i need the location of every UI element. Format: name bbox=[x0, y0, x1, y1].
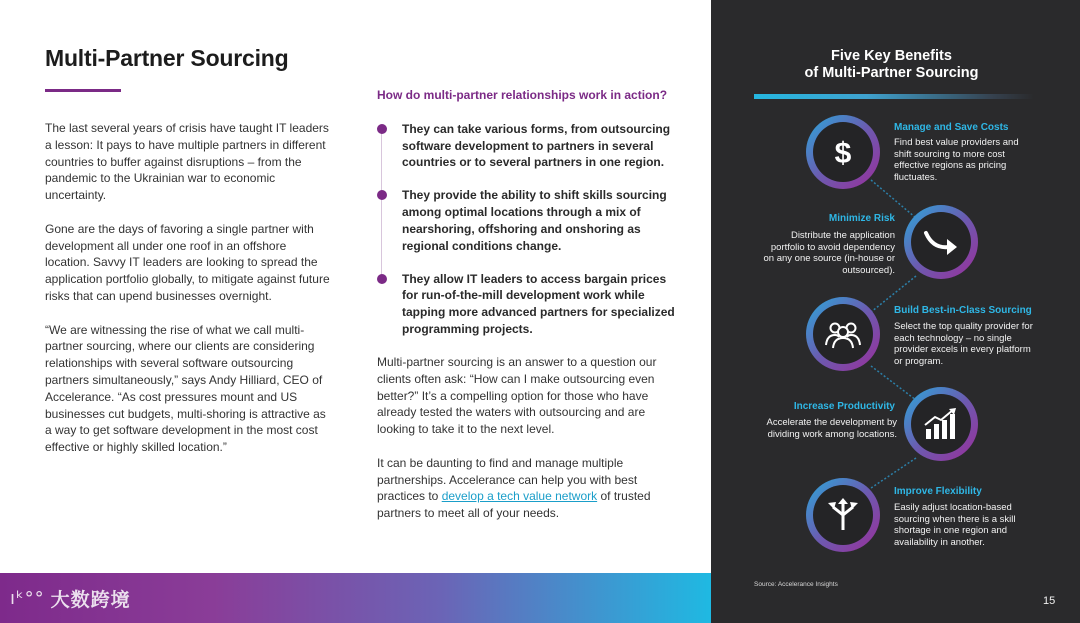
middle-paragraph-2 bbox=[377, 455, 677, 522]
bullet-item bbox=[377, 121, 677, 171]
bullet-list bbox=[377, 121, 677, 338]
benefit-text: Accelerate the development by dividing work among locations. bbox=[766, 417, 897, 440]
benefit-title: Increase Productivity bbox=[793, 401, 895, 412]
bar-chart-icon bbox=[923, 408, 959, 440]
brand-logo-icon: ıᵏ°° bbox=[10, 588, 45, 609]
split-arrows-icon bbox=[826, 498, 860, 532]
benefit-text: Distribute the application portfolio to avoid dependency on any one source (in-house or outsourced). bbox=[763, 230, 895, 276]
bullet-item bbox=[377, 187, 677, 254]
benefit-title: Build Best-in-Class Sourcing bbox=[894, 305, 1032, 316]
source-note: Source: Accelerance Insights bbox=[754, 581, 838, 588]
bullet-text: They provide the ability to shift skills sourcing among optimal locations through a mix of nearshoring, offshoring and onshoring as regional conditions change. bbox=[402, 188, 667, 253]
middle-heading: How do multi-partner relationships work in action? bbox=[377, 88, 668, 102]
left-column bbox=[45, 120, 330, 473]
bullet-dot-icon bbox=[377, 124, 387, 134]
paragraph-text: It can be daunting to find and manage multiple partnerships. Accelerance can help you with best practices to bbox=[377, 455, 638, 504]
benefit-circle-2 bbox=[904, 205, 978, 279]
panel-title-line-1: Five Key Benefits bbox=[831, 48, 952, 64]
benefit-title: Improve Flexibility bbox=[894, 486, 982, 497]
bullet-dot-icon bbox=[377, 274, 387, 284]
bullet-text: They can take various forms, from outsourcing software development to partners in several countries or to several partners in one region. bbox=[402, 121, 671, 170]
benefit-circle-3 bbox=[806, 297, 880, 371]
benefit-title: Minimize Risk bbox=[828, 213, 895, 224]
left-paragraph-1: The last several years of crisis have taught IT leaders a lesson: It pays to have multiple partners in different countries to buffer against disruptions – from the pandemic to the Ukrainian war to economic uncertainty. bbox=[45, 121, 329, 203]
middle-column bbox=[377, 87, 677, 539]
page-title: Multi-Partner Sourcing bbox=[45, 45, 289, 71]
benefit-circle-4 bbox=[904, 387, 978, 461]
tech-value-network-link[interactable]: develop a tech value network bbox=[441, 489, 598, 504]
brand-name: 大数跨境 bbox=[50, 590, 131, 611]
bullet-dot-icon bbox=[377, 190, 387, 200]
bullet-item bbox=[377, 271, 677, 338]
dollar-icon bbox=[828, 135, 858, 169]
people-icon bbox=[823, 319, 863, 349]
left-paragraph-2: Gone are the days of favoring a single partner with development all under one roof in an offshore location. Savvy IT leaders are looking to spread the application portfolio globally, to mitigate against future risks that can upend businesses overnight. bbox=[45, 221, 330, 303]
benefit-text: Find best value providers and shift sourcing to more cost effective regions as pricing fluctuates. bbox=[894, 137, 1019, 183]
title-underline bbox=[45, 89, 121, 92]
middle-paragraph-1: Multi-partner sourcing is an answer to a question our clients often ask: “How can I make outsourcing even better?” It’s a compelling option for those who have already tested the waters with outsourcing and are looking to take it to the next level. bbox=[377, 355, 657, 437]
arrow-icon bbox=[923, 227, 959, 257]
panel-title-line-2: of Multi-Partner Sourcing bbox=[804, 65, 979, 81]
paragraph-text: of trusted partners to meet all of your needs. bbox=[377, 489, 651, 521]
benefit-circle-1 bbox=[806, 115, 880, 189]
left-paragraph-3: “We are witnessing the rise of what we call multi-partner sourcing, where our clients are considering relationships with several software outsourcing partners simultaneously,” says Andy Hilliard, CEO of Accelerance. “As cost pressures mount and US businesses cut budgets, multi-shoring is attractive as a way to get software development in the most cost effective or highly skilled location.” bbox=[45, 322, 326, 455]
brand-watermark bbox=[10, 585, 131, 612]
benefit-text: Easily adjust location-based sourcing when there is a skill shortage in one region and availability in another. bbox=[894, 502, 1016, 548]
bullet-text: They allow IT leaders to access bargain prices for run-of-the-mill development work while tapping more advanced partners for specialized programming projects. bbox=[402, 271, 675, 336]
page-number: 15 bbox=[1043, 595, 1056, 607]
benefit-title: Manage and Save Costs bbox=[894, 122, 1009, 133]
svg-text:$: $ bbox=[834, 137, 852, 169]
benefit-circle-5 bbox=[806, 478, 880, 552]
benefit-text: Select the top quality provider for each technology – no single provider excels in every platform or program. bbox=[894, 321, 1033, 367]
